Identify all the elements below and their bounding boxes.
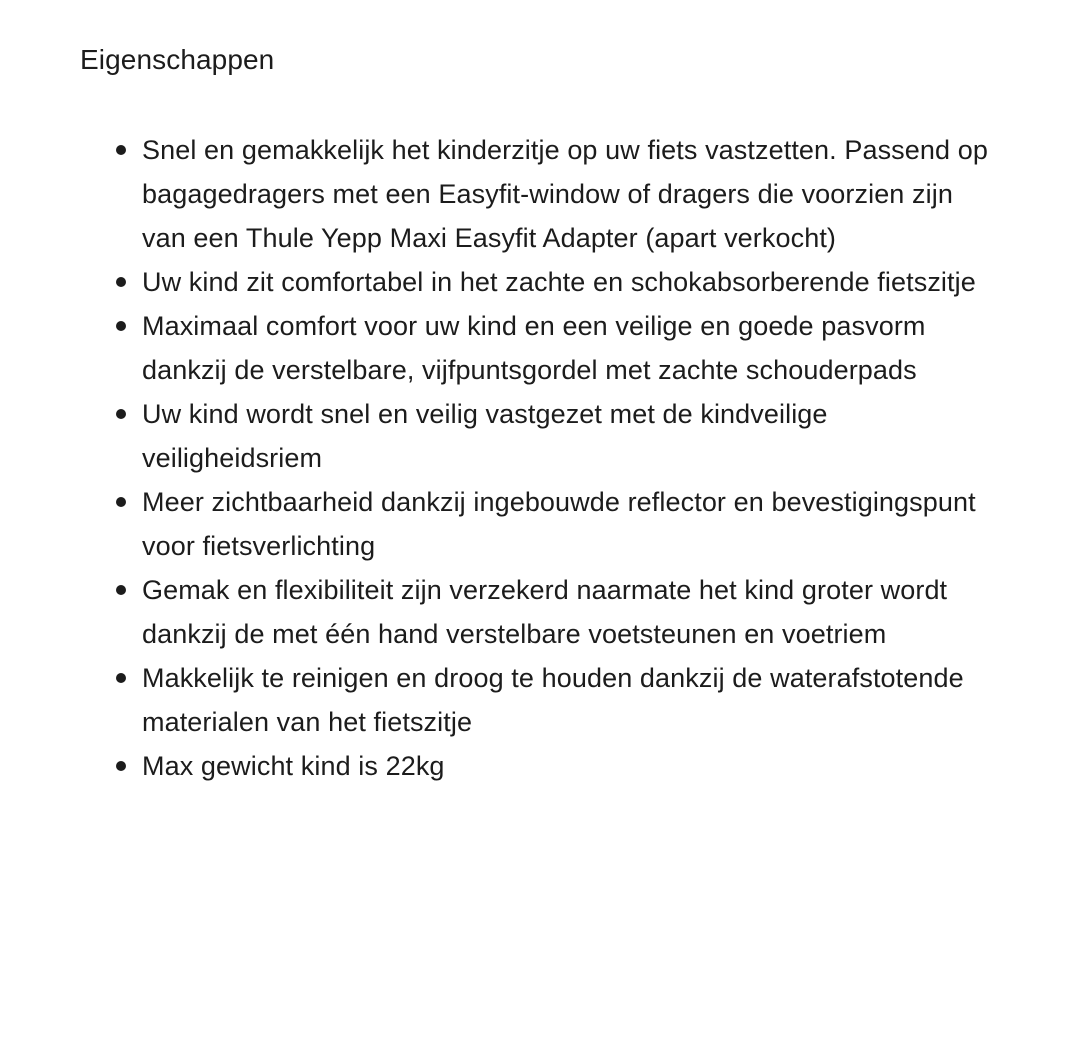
feature-text: Maximaal comfort voor uw kind en een veilige en goede pasvorm dankzij de verstelbare, vijfpuntsgordel met zachte schouderpads <box>142 311 926 385</box>
feature-text: Snel en gemakkelijk het kinderzitje op uw fiets vastzetten. Passend op bagagedragers met een Easyfit-window of dragers die voorzien zijn van een Thule Yepp Maxi Easyfit Adapter (apart verkocht) <box>142 135 988 253</box>
feature-text: Uw kind zit comfortabel in het zachte en schokabsorberende fietszitje <box>142 267 976 297</box>
bullet-icon <box>116 277 126 287</box>
feature-text: Max gewicht kind is 22kg <box>142 751 445 781</box>
feature-item <box>80 392 1000 480</box>
bullet-icon <box>116 497 126 507</box>
feature-item <box>80 568 1000 656</box>
properties-section <box>80 38 1040 781</box>
feature-text: Uw kind wordt snel en veilig vastgezet met de kindveilige veiligheidsriem <box>142 399 828 473</box>
feature-item <box>80 480 1000 568</box>
feature-item <box>80 304 1000 392</box>
feature-item <box>80 656 1000 744</box>
feature-text: Meer zichtbaarheid dankzij ingebouwde reflector en bevestigingspunt voor fietsverlichting <box>142 487 976 561</box>
feature-item <box>80 128 1000 260</box>
feature-item <box>80 260 1000 304</box>
bullet-icon <box>116 585 126 595</box>
feature-text: Gemak en flexibiliteit zijn verzekerd naarmate het kind groter wordt dankzij de met één hand verstelbare voetsteunen en voetriem <box>142 575 948 649</box>
section-title: Eigenschappen <box>80 44 275 75</box>
feature-text: Makkelijk te reinigen en droog te houden dankzij de waterafstotende materialen van het fietszitje <box>142 663 964 737</box>
feature-item <box>80 744 1000 788</box>
bullet-icon <box>116 761 126 771</box>
bullet-icon <box>116 409 126 419</box>
feature-list <box>80 128 1000 788</box>
bullet-icon <box>116 673 126 683</box>
bullet-icon <box>116 145 126 155</box>
bullet-icon <box>116 321 126 331</box>
